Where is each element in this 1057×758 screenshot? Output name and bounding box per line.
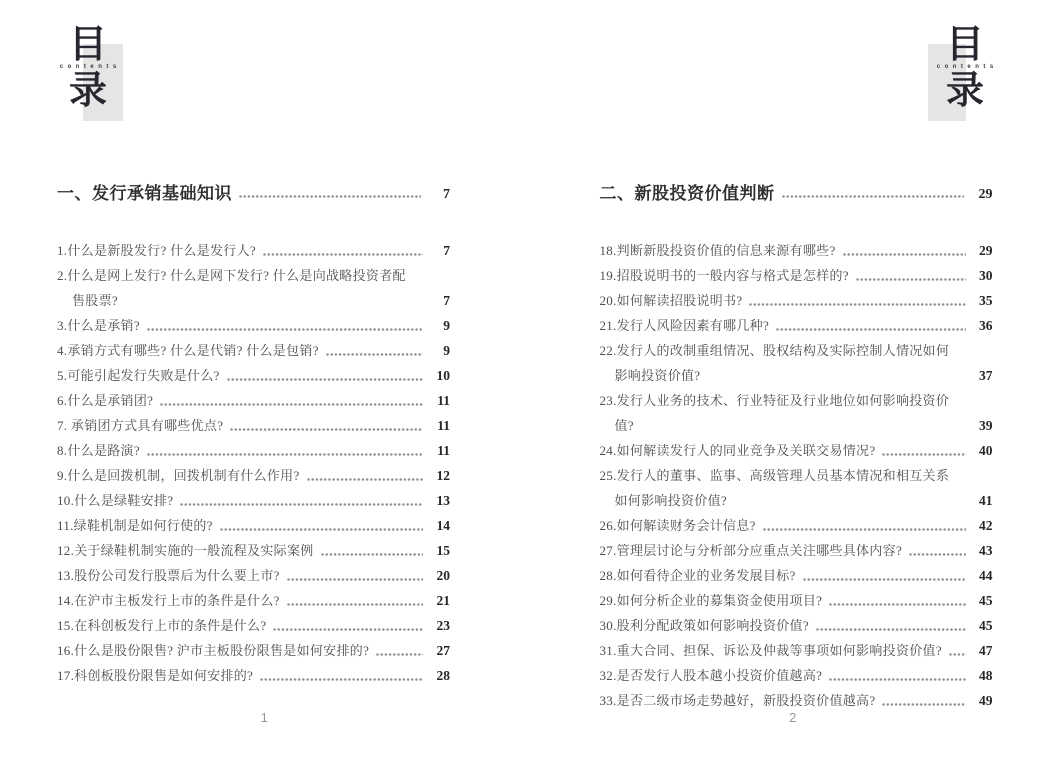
contents-logo bbox=[934, 24, 998, 112]
dotted-leader bbox=[763, 528, 966, 531]
toc-item-text: 12.关于绿鞋机制实施的一般流程及实际案例 bbox=[57, 543, 314, 558]
toc-item-page: 11 bbox=[437, 443, 450, 458]
toc-item-page: 39 bbox=[979, 418, 993, 433]
toc-item bbox=[57, 663, 450, 688]
dotted-leader bbox=[287, 578, 423, 581]
toc-item bbox=[57, 538, 450, 563]
toc-item-page: 40 bbox=[979, 443, 993, 458]
toc-item-text: 14.在沪市主板发行上市的条件是什么? bbox=[57, 593, 280, 608]
section-heading-row bbox=[600, 183, 993, 205]
logo-subtitle: contents bbox=[59, 64, 121, 70]
toc-item-page: 45 bbox=[979, 618, 993, 633]
toc-item-page: 14 bbox=[436, 518, 450, 533]
toc-item bbox=[600, 238, 993, 263]
toc-item-text: 18.判断新股投资价值的信息来源有哪些? bbox=[599, 243, 836, 258]
section-heading-row bbox=[57, 183, 450, 205]
toc-item-page: 12 bbox=[436, 468, 450, 483]
toc-item-page: 42 bbox=[979, 518, 993, 533]
toc-item-page: 43 bbox=[979, 543, 993, 558]
toc-item bbox=[57, 488, 450, 513]
toc-item-page: 41 bbox=[979, 493, 993, 508]
dotted-leader bbox=[263, 253, 423, 256]
toc-item-page: 23 bbox=[436, 618, 450, 633]
toc-item-page: 35 bbox=[979, 293, 993, 308]
toc-section-2 bbox=[600, 183, 993, 713]
dotted-leader bbox=[287, 603, 423, 606]
dotted-leader bbox=[160, 403, 423, 406]
toc-item-text: 6.什么是承销团? bbox=[57, 393, 154, 408]
toc-item-text: 26.如何解读财务会计信息? bbox=[599, 518, 756, 533]
section-page-number: 29 bbox=[978, 187, 993, 202]
toc-item bbox=[57, 313, 450, 338]
dotted-leader bbox=[882, 453, 965, 456]
dotted-leader bbox=[273, 628, 423, 631]
toc-item-page: 7 bbox=[443, 293, 450, 308]
toc-item-text: 7. 承销团方式具有哪些优点? bbox=[57, 418, 224, 433]
dotted-leader bbox=[856, 278, 966, 281]
toc-item bbox=[600, 588, 993, 613]
toc-item-text: 22.发行人的改制重组情况、股权结构及实际控制人情况如何影响投资价值? bbox=[599, 343, 950, 383]
toc-item bbox=[600, 663, 993, 688]
toc-item-text: 1.什么是新股发行? 什么是发行人? bbox=[57, 243, 256, 258]
dotted-leader bbox=[220, 528, 423, 531]
toc-item-page: 45 bbox=[979, 593, 993, 608]
toc-item bbox=[57, 463, 450, 488]
toc-item-text: 2.什么是网上发行? 什么是网下发行? 什么是向战略投资者配售股票? bbox=[57, 268, 406, 308]
toc-item bbox=[57, 338, 450, 363]
toc-item bbox=[57, 263, 450, 313]
dotted-leader bbox=[909, 553, 965, 556]
toc-item-text: 32.是否发行人股本越小投资价值越高? bbox=[599, 668, 823, 683]
toc-item-text: 19.招股说明书的一般内容与格式是怎样的? bbox=[599, 268, 849, 283]
toc-item-list bbox=[600, 238, 993, 713]
toc-item bbox=[57, 238, 450, 263]
toc-item bbox=[600, 538, 993, 563]
logo-subtitle: contents bbox=[936, 64, 998, 70]
dotted-leader bbox=[147, 453, 423, 456]
toc-item-page: 9 bbox=[443, 318, 450, 333]
logo-char-bottom: 录 bbox=[68, 70, 107, 112]
toc-item-page: 48 bbox=[979, 668, 993, 683]
dotted-leader bbox=[326, 353, 423, 356]
toc-item-list bbox=[57, 238, 450, 688]
toc-item-page: 37 bbox=[979, 368, 993, 383]
dotted-leader bbox=[260, 678, 423, 681]
toc-item bbox=[57, 613, 450, 638]
toc-item bbox=[600, 563, 993, 588]
toc-item-page: 27 bbox=[436, 643, 450, 658]
toc-item bbox=[600, 288, 993, 313]
toc-item-text: 9.什么是回拨机制，回拨机制有什么作用? bbox=[57, 468, 300, 483]
toc-item-page: 20 bbox=[436, 568, 450, 583]
toc-item bbox=[57, 638, 450, 663]
page-number-footer: 1 bbox=[260, 710, 268, 725]
toc-item-text: 29.如何分析企业的募集资金使用项目? bbox=[599, 593, 823, 608]
toc-item bbox=[57, 563, 450, 588]
toc-item bbox=[57, 588, 450, 613]
page-number-footer: 2 bbox=[789, 710, 797, 725]
toc-item bbox=[57, 413, 450, 438]
toc-item-text: 13.股份公司发行股票后为什么要上市? bbox=[57, 568, 280, 583]
toc-item bbox=[57, 388, 450, 413]
toc-item-text: 30.股利分配政策如何影响投资价值? bbox=[599, 618, 809, 633]
toc-item-page: 15 bbox=[436, 543, 450, 558]
toc-item bbox=[600, 263, 993, 288]
toc-item-text: 24.如何解读发行人的同业竞争及关联交易情况? bbox=[599, 443, 876, 458]
toc-item-page: 28 bbox=[436, 668, 450, 683]
toc-item-text: 11.绿鞋机制是如何行使的? bbox=[57, 518, 213, 533]
toc-item bbox=[600, 638, 993, 663]
toc-item-text: 21.发行人风险因素有哪几种? bbox=[599, 318, 770, 333]
dotted-leader bbox=[307, 478, 423, 481]
logo-char-top: 目 bbox=[68, 24, 107, 66]
toc-item-text: 8.什么是路演? bbox=[57, 443, 140, 458]
toc-item-text: 25.发行人的董事、监事、高级管理人员基本情况和相互关系如何影响投资价值? bbox=[599, 468, 950, 508]
toc-item bbox=[57, 438, 450, 463]
toc-item-page: 49 bbox=[979, 693, 993, 708]
toc-item-page: 21 bbox=[436, 593, 450, 608]
section-page-number: 7 bbox=[443, 187, 450, 202]
toc-section-1 bbox=[57, 183, 450, 688]
toc-item bbox=[600, 313, 993, 338]
toc-item bbox=[57, 513, 450, 538]
logo-char-bottom: 录 bbox=[945, 70, 984, 112]
toc-item bbox=[600, 513, 993, 538]
toc-item bbox=[600, 388, 993, 438]
dotted-leader bbox=[782, 195, 964, 198]
toc-page-right bbox=[529, 0, 1057, 758]
toc-item-text: 23.发行人业务的技术、行业特征及行业地位如何影响投资价值? bbox=[599, 393, 950, 433]
toc-item bbox=[600, 438, 993, 463]
contents-logo bbox=[57, 24, 121, 112]
dotted-leader bbox=[227, 378, 423, 381]
toc-item-page: 9 bbox=[443, 343, 450, 358]
toc-item-page: 30 bbox=[979, 268, 993, 283]
toc-item-text: 20.如何解读招股说明书? bbox=[599, 293, 743, 308]
toc-item-text: 28.如何看待企业的业务发展目标? bbox=[599, 568, 796, 583]
dotted-leader bbox=[829, 603, 965, 606]
dotted-leader bbox=[829, 678, 965, 681]
toc-item bbox=[600, 613, 993, 638]
section-title: 二、新股投资价值判断 bbox=[599, 184, 775, 203]
toc-item-text: 10.什么是绿鞋安排? bbox=[57, 493, 174, 508]
dotted-leader bbox=[376, 653, 423, 656]
dotted-leader bbox=[239, 195, 421, 198]
toc-item-page: 47 bbox=[979, 643, 993, 658]
toc-item-text: 16.什么是股份限售? 沪市主板股份限售是如何安排的? bbox=[57, 643, 370, 658]
toc-item-page: 11 bbox=[437, 418, 450, 433]
toc-item bbox=[600, 463, 993, 513]
toc-item bbox=[57, 363, 450, 388]
dotted-leader bbox=[776, 328, 965, 331]
logo-char-top: 目 bbox=[945, 24, 984, 66]
toc-item-page: 29 bbox=[979, 243, 993, 258]
dotted-leader bbox=[147, 328, 423, 331]
toc-item-text: 17.科创板股份限售是如何安排的? bbox=[57, 668, 254, 683]
dotted-leader bbox=[749, 303, 965, 306]
toc-item-text: 15.在科创板发行上市的条件是什么? bbox=[57, 618, 267, 633]
toc-item-page: 11 bbox=[437, 393, 450, 408]
dotted-leader bbox=[803, 578, 966, 581]
dotted-leader bbox=[321, 553, 423, 556]
section-title: 一、发行承销基础知识 bbox=[57, 184, 232, 203]
toc-item-page: 44 bbox=[979, 568, 993, 583]
dotted-leader bbox=[843, 253, 966, 256]
toc-item-text: 31.重大合同、担保、诉讼及仲裁等事项如何影响投资价值? bbox=[599, 643, 942, 658]
toc-item bbox=[600, 338, 993, 388]
toc-item-text: 33.是否二级市场走势越好，新股投资价值越高? bbox=[599, 693, 876, 708]
toc-item-page: 13 bbox=[436, 493, 450, 508]
toc-item-text: 27.管理层讨论与分析部分应重点关注哪些具体内容? bbox=[599, 543, 903, 558]
dotted-leader bbox=[230, 428, 423, 431]
dotted-leader bbox=[180, 503, 423, 506]
dotted-leader bbox=[949, 653, 966, 656]
toc-item-page: 10 bbox=[436, 368, 450, 383]
toc-item-page: 36 bbox=[979, 318, 993, 333]
toc-item-text: 4.承销方式有哪些? 什么是代销? 什么是包销? bbox=[57, 343, 319, 358]
toc-item-text: 5.可能引起发行失败是什么? bbox=[57, 368, 220, 383]
toc-item-page: 7 bbox=[443, 243, 450, 258]
dotted-leader bbox=[816, 628, 966, 631]
dotted-leader bbox=[882, 703, 965, 706]
toc-item-text: 3.什么是承销? bbox=[57, 318, 140, 333]
